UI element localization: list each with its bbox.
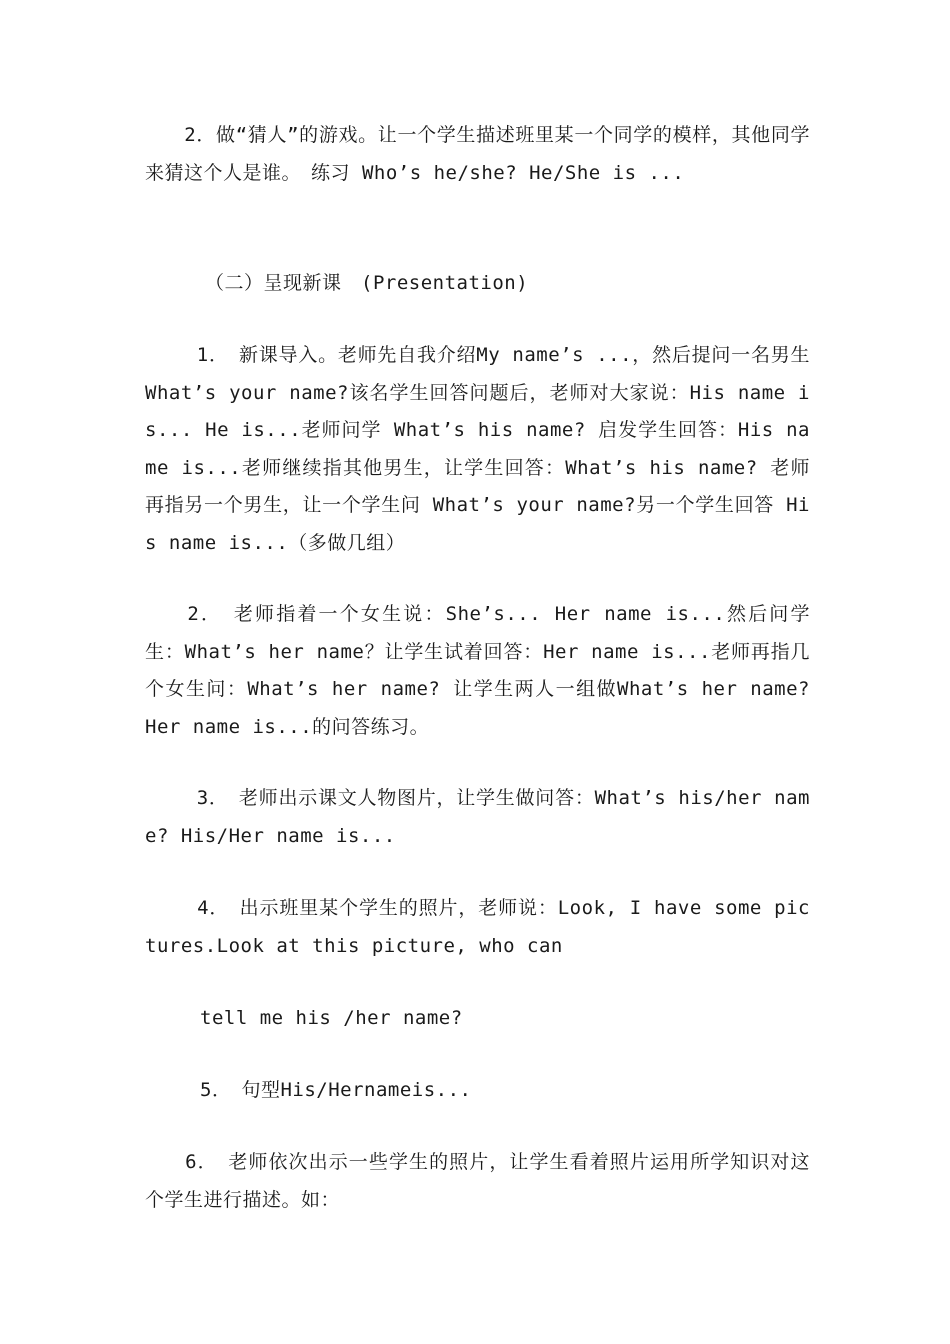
paragraph-student-photo: 4． 出示班里某个学生的照片，老师说：Look, I have some pictures.Look at this picture, who can — [145, 897, 810, 957]
paragraph-guess-game: 2．做“猜人”的游戏。让一个学生描述班里某一个同学的模样，其他同学来猜这个人是谁。 练习 Who’s he/she? He/She is ... — [145, 124, 810, 184]
paragraph-describe-students: 6． 老师依次出示一些学生的照片，让学生看着照片运用所学知识对这个学生进行描述。如： — [145, 1151, 810, 1211]
paragraph-textbook-pictures: 3． 老师出示课文人物图片，让学生做问答：What’s his/her name? His/Her name is... — [145, 787, 810, 847]
paragraph-sentence-pattern: 5． 句型His/Hernameis... — [200, 1079, 472, 1101]
section-heading-presentation: （二）呈现新课 (Presentation) — [205, 272, 529, 294]
paragraph-her-name-practice: 2． 老师指着一个女生说：She’s... Her name is...然后问学生：What’s her name？让学生试着回答：Her name is...老师再指几个女生问：What’s her name? 让学生两人一组做What’s her name? Her name is...的问答练习。 — [145, 603, 822, 738]
paragraph-student-photo-continued: tell me his /her name? — [200, 1007, 463, 1029]
paragraph-new-lesson-intro: 1． 新课导入。老师先自我介绍My name’s ...，然后提问一名男生What’s your name?该名学生回答问题后，老师对大家说：His name is... He is...老师问学 What’s his name? 启发学生回答：His name is...老师继续指其他男生，让学生回答：What’s his name? 老师再指另一个男生，让一个学生问 What’s your name?另一个学生回答 His name is...（多做几组） — [145, 344, 810, 554]
